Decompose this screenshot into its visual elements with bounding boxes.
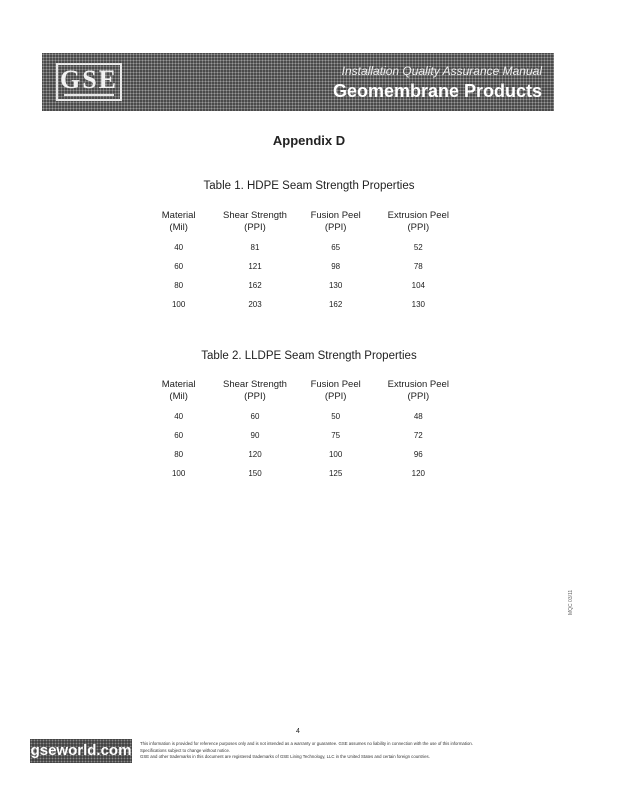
logo-rule — [64, 94, 114, 96]
cell: 100 — [171, 300, 186, 309]
table-row — [146, 257, 464, 276]
lldpe-seam-table — [146, 379, 464, 483]
cell: 40 — [174, 412, 184, 421]
column-header: Shear Strength (PPI) — [223, 379, 287, 402]
cell: 78 — [413, 262, 423, 271]
disclaimer-line: This information is provided for reference purposes only and is not intended as a warranty or guarantee. GSE assumes no liability in connection with the use of this information. — [140, 741, 473, 746]
column-header: Fusion Peel (PPI) — [310, 379, 361, 402]
column-header: Shear Strength (PPI) — [223, 210, 287, 233]
hdpe-seam-table — [146, 210, 464, 314]
table-row — [146, 238, 464, 257]
cell: 120 — [411, 469, 425, 478]
page-number: 4 — [296, 728, 300, 735]
table-row — [146, 445, 464, 464]
cell: 40 — [174, 243, 184, 252]
column-header: Extrusion Peel (PPI) — [387, 210, 449, 233]
cell: 52 — [413, 243, 423, 252]
cell: 90 — [250, 431, 260, 440]
column-header: Fusion Peel (PPI) — [310, 210, 361, 233]
cell: 125 — [328, 469, 343, 478]
cell: 130 — [411, 300, 425, 309]
cell: 100 — [328, 450, 343, 459]
cell: 72 — [413, 431, 423, 440]
table-row — [146, 276, 464, 295]
logo-text: GSE — [59, 65, 119, 94]
cell: 150 — [248, 469, 262, 478]
header-banner — [42, 53, 554, 111]
column-header: Extrusion Peel (PPI) — [387, 379, 449, 402]
table-row — [146, 426, 464, 445]
cell: 100 — [171, 469, 186, 478]
cell: 60 — [250, 412, 260, 421]
cell: 75 — [331, 431, 341, 440]
column-header: Material (Mil) — [161, 379, 196, 402]
cell: 121 — [248, 262, 262, 271]
table-header-row — [146, 379, 464, 407]
manual-subtitle: Installation Quality Assurance Manual — [341, 64, 542, 78]
footer-disclaimer — [140, 741, 560, 761]
cell: 98 — [331, 262, 341, 271]
appendix-title: Appendix D — [272, 133, 346, 148]
cell: 80 — [174, 281, 184, 290]
cell: 80 — [174, 450, 184, 459]
disclaimer-line: GSE and other trademarks in this document are registered trademarks of GSE Lining Technology, LLC in the United States and certain foreign countries. — [140, 754, 430, 759]
cell: 81 — [250, 243, 260, 252]
cell: 60 — [174, 262, 184, 271]
column-header: Material (Mil) — [161, 210, 196, 233]
cell: 203 — [248, 300, 262, 309]
cell: 162 — [328, 300, 343, 309]
table-header-row — [146, 210, 464, 238]
cell: 50 — [331, 412, 341, 421]
table-row — [146, 407, 464, 426]
cell: 48 — [413, 412, 423, 421]
disclaimer-line: Specifications subject to change without notice. — [140, 747, 231, 753]
table-row — [146, 464, 464, 483]
cell: 130 — [328, 281, 343, 290]
cell: 60 — [174, 431, 184, 440]
revision-note: MQC 03/11 — [568, 589, 574, 615]
table-1-caption: Table 1. HDPE Seam Strength Properties — [203, 180, 415, 192]
cell: 104 — [411, 281, 425, 290]
cell: 65 — [331, 243, 341, 252]
manual-title: Geomembrane Products — [332, 81, 542, 101]
cell: 96 — [413, 450, 423, 459]
cell: 120 — [248, 450, 262, 459]
table-row — [146, 295, 464, 314]
cell: 162 — [248, 281, 262, 290]
table-2-caption: Table 2. LLDPE Seam Strength Properties — [201, 350, 417, 362]
footer-website-logo[interactable]: gseworld.com — [30, 739, 132, 763]
gse-logo — [56, 63, 122, 101]
